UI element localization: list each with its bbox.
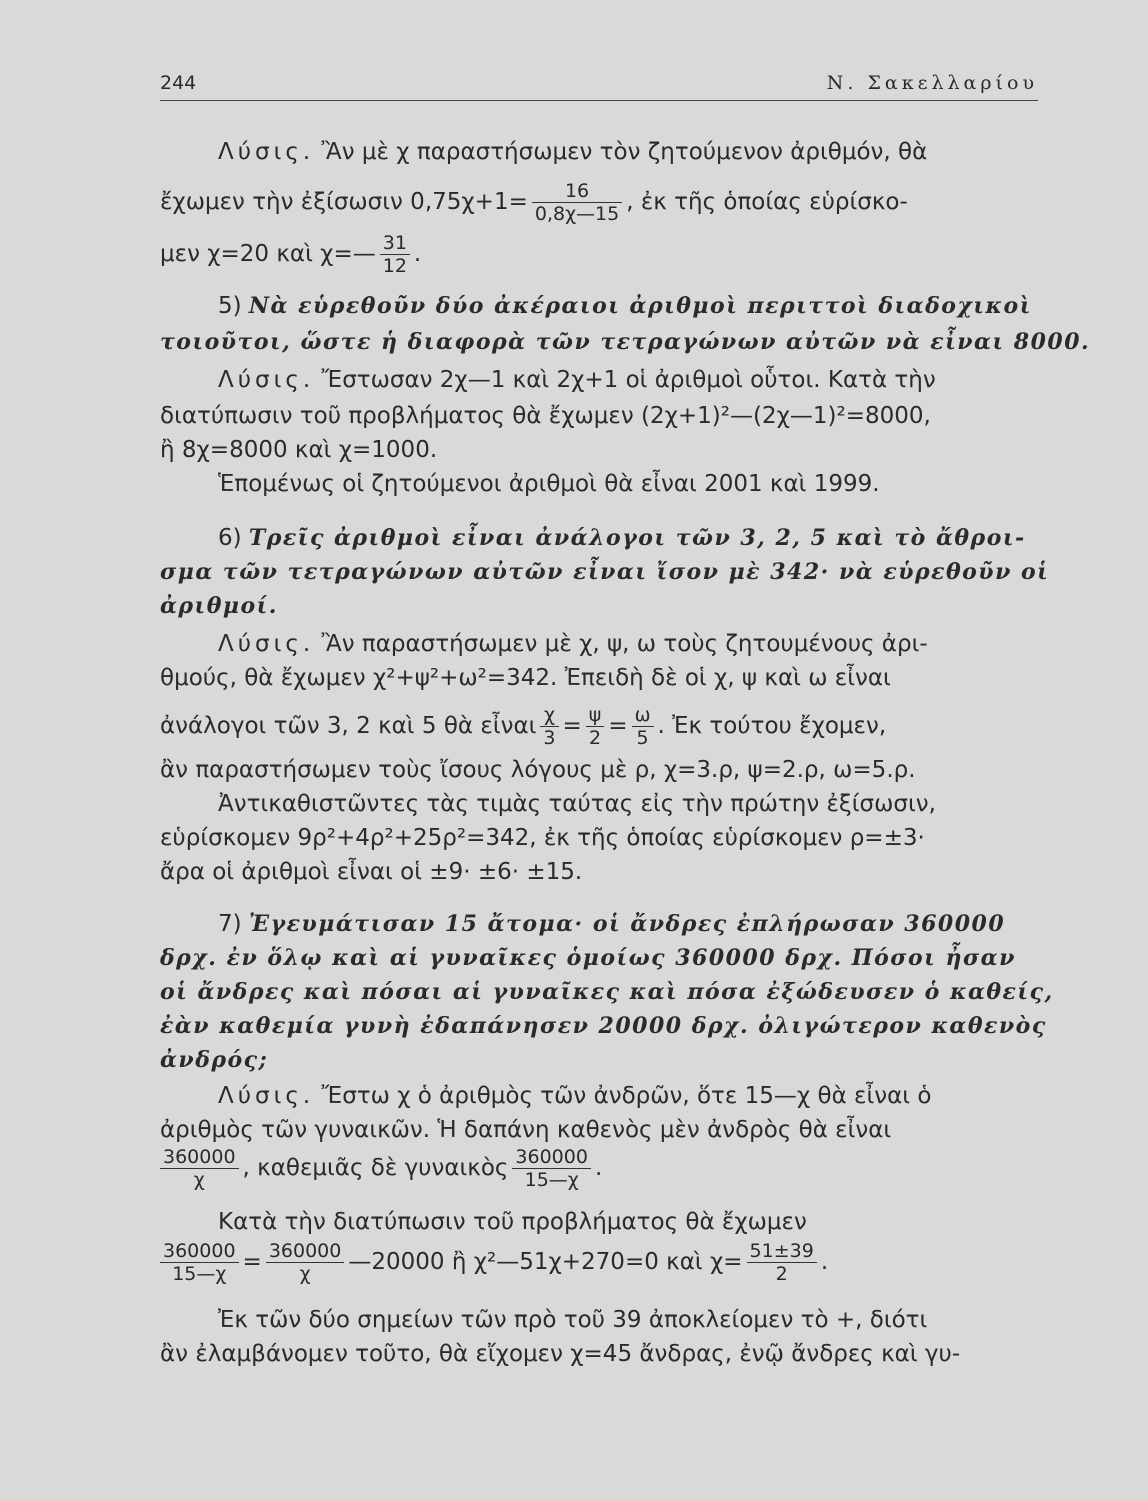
text: Ἂν μὲ χ παραστήσωμεν τὸν ζητούμενον ἀριθμόν, θὰ	[321, 139, 928, 165]
denominator: 15—χ	[524, 1169, 579, 1191]
text: Ἐκ τῶν δύο σημείων τῶν πρὸ τοῦ 39 ἀποκλείομεν τὸ +, διότι	[218, 1307, 928, 1333]
fraction	[160, 1240, 239, 1285]
text-line	[160, 858, 1040, 886]
text: ἂν παραστήσωμεν τοὺς ἴσους λόγους μὲ ρ, χ=3.ρ, ψ=2.ρ, ω=5.ρ.	[160, 757, 916, 783]
solution-label: Λύσις.	[218, 1083, 315, 1109]
fraction	[632, 704, 654, 749]
fraction	[540, 704, 558, 749]
denominator: 2	[775, 1263, 788, 1285]
text: σμα τῶν τετραγώνων αὐτῶν εἶναι ἴσον μὲ 342· νὰ εὑρεθοῦν οἱ	[160, 559, 1050, 585]
text: .	[820, 1249, 829, 1275]
problem-number: 6)	[218, 525, 242, 551]
text-line	[160, 1012, 1047, 1040]
text: , ἐκ τῆς ὁποίας εὑρίσκο-	[626, 189, 908, 215]
text: ἀνδρός;	[160, 1047, 269, 1073]
text-line	[160, 180, 1040, 225]
text: ἢ 8χ=8000 καὶ χ=1000.	[160, 437, 438, 463]
text: ἀριθμὸς τῶν γυναικῶν. Ἡ δαπάνη καθενὸς μὲν ἀνδρὸς θὰ εἶναι	[160, 1117, 892, 1143]
numerator: ω	[632, 704, 654, 727]
numerator: 31	[380, 232, 410, 255]
text-line	[160, 1340, 1040, 1368]
denominator: 15—χ	[172, 1263, 227, 1285]
fraction	[380, 232, 410, 277]
text-line	[160, 436, 1040, 464]
problem-7-statement	[218, 910, 1040, 938]
text-line	[160, 1146, 1040, 1194]
text-line	[160, 592, 1040, 620]
fraction	[266, 1240, 345, 1285]
numerator: 360000	[160, 1240, 239, 1263]
page-header	[160, 72, 1038, 101]
denominator: 2	[589, 727, 602, 749]
fraction	[586, 704, 605, 749]
text: Κατὰ τὴν διατύπωσιν τοῦ προβλήματος θὰ ἔχωμεν	[218, 1209, 807, 1235]
text: Νὰ εὑρεθοῦν δύο ἀκέραιοι ἀριθμοὶ περιττοὶ διαδοχικοὶ	[248, 293, 1032, 319]
text: ἀνάλογοι τῶν 3, 2 καὶ 5 θὰ εἶναι	[160, 713, 537, 739]
numerator: 360000	[266, 1240, 345, 1263]
solution-label: Λύσις.	[218, 631, 315, 657]
solution-label: Λύσις.	[218, 367, 315, 393]
text: εὑρίσκομεν 9ρ²+4ρ²+25ρ²=342, ἐκ τῆς ὁποίας εὑρίσκομεν ρ=±3·	[160, 825, 925, 851]
numerator: 16	[532, 180, 622, 203]
numerator: 360000	[512, 1146, 591, 1169]
text: —20000 ἢ χ²—51χ+270=0 καὶ χ=	[348, 1249, 743, 1275]
text: Ἔστω χ ὁ ἀριθμὸς τῶν ἀνδρῶν, ὅτε 15—χ θὰ εἶναι ὁ	[321, 1083, 932, 1109]
denominator: χ	[193, 1169, 205, 1191]
solution-label: Λύσις.	[218, 139, 315, 165]
text-line	[218, 1208, 1040, 1236]
page-number: 244	[160, 72, 197, 94]
problem-number: 5)	[218, 293, 242, 319]
text-line	[160, 978, 1054, 1006]
text-line	[218, 1306, 1040, 1334]
text-line	[160, 824, 1040, 852]
text: ἀριθμοί.	[160, 593, 278, 619]
text-line	[160, 1046, 1040, 1074]
text: Τρεῖς ἀριθμοὶ εἶναι ἀνάλογοι τῶν 3, 2, 5 καὶ τὸ ἄθροι-	[248, 525, 1026, 551]
text-line	[218, 138, 1040, 166]
text: οἱ ἄνδρες καὶ πόσαι αἱ γυναῖκες καὶ πόσα ἐξώδευσεν ὁ καθείς,	[160, 979, 1054, 1005]
text: ἐὰν καθεμία γυνὴ ἐδαπάνησεν 20000 δρχ. ὀλιγώτερον καθενὸς	[160, 1013, 1047, 1039]
text-line: $\frac{360000}{15—\chi}$ = $\frac{360000}{\chi}$ —20000 ἢ χ²—51χ+270=0 καὶ χ= $\frac{51\pm 39}{2}$ .	[160, 1240, 1040, 1288]
fraction	[160, 1146, 239, 1191]
denominator: 3	[543, 727, 556, 749]
text-line	[218, 366, 1040, 394]
numerator: 360000	[160, 1146, 239, 1169]
text: Ἔστωσαν 2χ—1 καὶ 2χ+1 οἱ ἀριθμοὶ οὗτοι. Κατὰ τὴν	[321, 367, 936, 393]
fraction	[512, 1146, 591, 1191]
text: . Ἐκ τούτου ἔχομεν,	[657, 713, 887, 739]
text: δρχ. ἐν ὅλῳ καὶ αἱ γυναῖκες ὁμοίως 360000 δρχ. Πόσοι ἦσαν	[160, 945, 1016, 971]
denominator: 12	[382, 255, 407, 277]
text-line: ἀνάλογοι τῶν 3, 2 καὶ 5 θὰ εἶναι $\frac{\chi}{3}$ = $\frac{\psi}{2}$ = $\frac{\omega}{5}$ . Ἐκ τούτου ἔχομεν,	[160, 704, 887, 749]
numerator: χ	[540, 704, 558, 727]
text-line	[160, 1116, 1040, 1144]
problem-number: 7)	[218, 911, 242, 937]
numerator: 51±39	[747, 1240, 817, 1263]
denominator: 5	[636, 727, 649, 749]
text: .	[413, 241, 422, 267]
text: τοιοῦτοι, ὥστε ἡ διαφορὰ τῶν τετραγώνων αὐτῶν νὰ εἶναι 8000.	[160, 329, 1091, 355]
text: ἄρα οἱ ἀριθμοὶ εἶναι οἱ ±9· ±6· ±15.	[160, 859, 583, 885]
text: , καθεμιᾶς δὲ γυναικὸς	[242, 1155, 509, 1181]
fraction	[747, 1240, 817, 1285]
denominator: χ	[299, 1263, 311, 1285]
text-line	[218, 630, 1040, 658]
running-head: Ν. Σακελλαρίου	[826, 72, 1038, 94]
text: θμούς, θὰ ἔχωμεν χ²+ψ²+ω²=342. Ἐπειδὴ δὲ οἱ χ, ψ καὶ ω εἶναι	[160, 665, 891, 691]
text-line	[218, 470, 1040, 498]
text: Ἀντικαθιστῶντες τὰς τιμὰς ταύτας εἰς τὴν πρώτην ἐξίσωσιν,	[218, 791, 936, 817]
text-line	[160, 402, 1040, 430]
text: ἔχωμεν τὴν ἐξίσωσιν 0,75χ+1=	[160, 189, 528, 215]
problem-5-statement	[218, 292, 1040, 320]
text-line	[160, 558, 1050, 586]
text: Ἐγευμάτισαν 15 ἄτομα· οἱ ἄνδρες ἐπλήρωσαν 360000	[248, 911, 1006, 937]
fraction	[532, 180, 622, 225]
text: Ἂν παραστήσωμεν μὲ χ, ψ, ω τοὺς ζητουμένους ἀρι-	[321, 631, 928, 657]
text-line	[160, 664, 1040, 692]
text: ἂν ἐλαμβάνομεν τοῦτο, θὰ εἴχομεν χ=45 ἄνδρας, ἐνῷ ἄνδρες καὶ γυ-	[160, 1341, 961, 1367]
text-line	[218, 790, 1040, 818]
problem-6-statement	[218, 524, 1040, 552]
text-line	[160, 944, 1040, 972]
text: μεν χ=20 καὶ χ=—	[160, 241, 376, 267]
denominator: 0,8χ—15	[534, 203, 620, 225]
text-line	[160, 232, 1040, 277]
text: διατύπωσιν τοῦ προβλήματος θὰ ἔχωμεν (2χ+1)²—(2χ—1)²=8000,	[160, 403, 931, 429]
text-line	[218, 1082, 1040, 1110]
numerator: ψ	[586, 704, 605, 727]
text-line	[160, 756, 1040, 784]
text: .	[594, 1155, 603, 1181]
text-line	[160, 328, 1091, 356]
text: Ἑπομένως οἱ ζητούμενοι ἀριθμοὶ θὰ εἶναι 2001 καὶ 1999.	[218, 471, 880, 497]
